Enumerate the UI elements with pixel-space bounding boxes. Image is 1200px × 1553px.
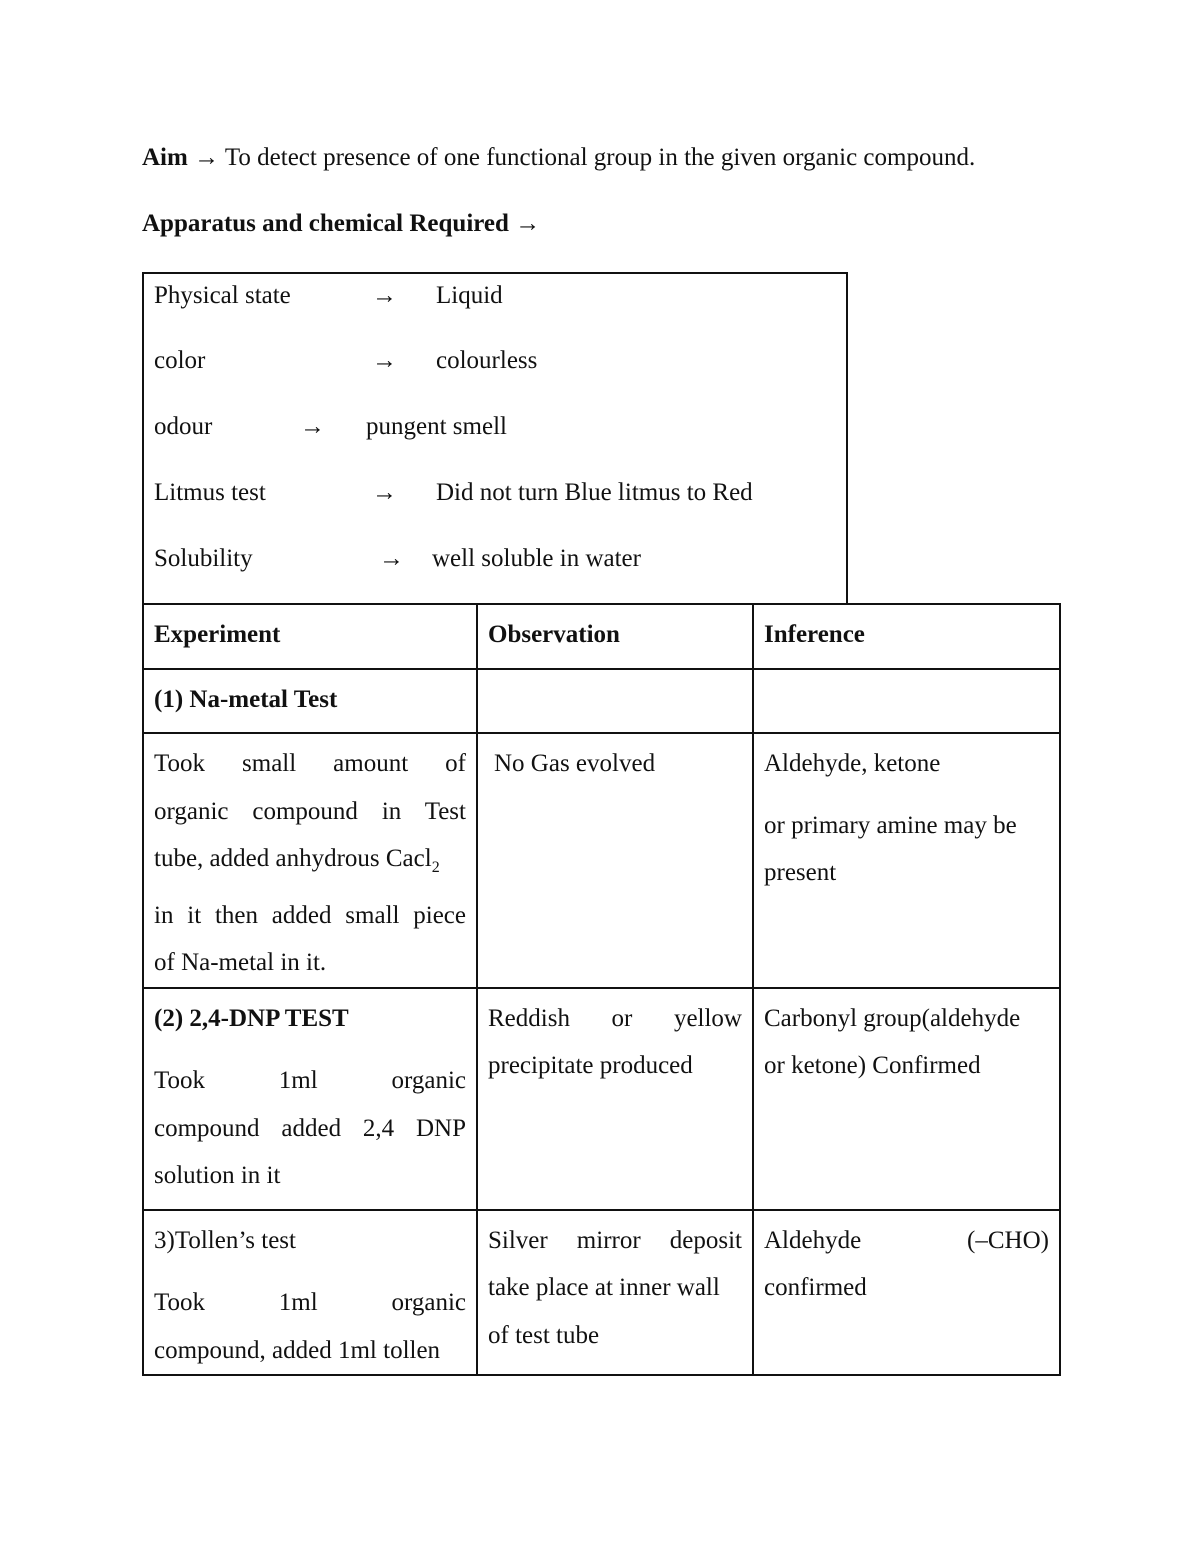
experiment-table [142, 603, 1061, 1376]
table-header-row [143, 604, 1060, 669]
cell-line: in it then added small piece [154, 901, 466, 929]
observation-cell [477, 733, 753, 988]
cell-text: tube, added anhydrous Cacl [154, 845, 432, 872]
cell-line: Silver mirror deposit [488, 1226, 742, 1254]
aim-arrow-icon: → [194, 144, 220, 171]
cell-line: No Gas evolved [494, 750, 656, 777]
arrow-icon: → [372, 282, 397, 309]
table-row [143, 1210, 1060, 1376]
cell-line: organic compound in Test [154, 797, 466, 825]
arrow-icon: → [300, 413, 325, 440]
experiment-cell [143, 733, 477, 988]
cell-line: Reddish or yellow [488, 1004, 742, 1032]
header-observation: Observation [477, 604, 753, 669]
cell-line: take place at inner wall [488, 1274, 720, 1301]
cell-line: Aldehyde (–CHO) [764, 1226, 1049, 1254]
property-value: Did not turn Blue litmus to Red [436, 479, 753, 506]
cell-line: compound, added 1ml tollen [154, 1336, 441, 1364]
aim-text: To detect presence of one functional group in the given organic compound. [224, 144, 976, 171]
property-name: Litmus test [154, 479, 266, 506]
cell-line: or ketone) Confirmed [764, 1052, 981, 1079]
cell-line [154, 835, 466, 892]
property-value: pungent smell [366, 413, 507, 440]
cell-line: Carbonyl group(aldehyde [764, 1004, 1021, 1032]
aim-line [142, 144, 975, 172]
aim-label: Aim [142, 144, 188, 171]
arrow-icon: → [379, 545, 404, 572]
property-name: Physical state [154, 282, 291, 309]
table-row [143, 988, 1060, 1210]
section-title: 3)Tollen’s test [154, 1226, 296, 1254]
experiment-cell [143, 1210, 477, 1376]
inference-cell [753, 988, 1060, 1210]
subscript: 2 [431, 859, 440, 876]
header-inference: Inference [753, 604, 1060, 669]
property-value: colourless [436, 347, 538, 374]
table-row [143, 669, 1060, 733]
cell-line: Aldehyde, ketone [764, 750, 941, 777]
header-experiment: Experiment [143, 604, 477, 669]
section-title: (2) 2,4-DNP TEST [154, 1004, 349, 1032]
empty-cell [753, 669, 1060, 733]
properties-box [142, 272, 848, 603]
observation-cell [477, 988, 753, 1210]
cell-line: of test tube [488, 1321, 600, 1349]
apparatus-label: Apparatus and chemical Required [142, 210, 509, 237]
cell-line: solution in it [154, 1162, 281, 1189]
cell-line: compound added 2,4 DNP [154, 1114, 466, 1142]
inference-cell [753, 1210, 1060, 1376]
cell-line: Took small amount of [154, 750, 466, 777]
empty-cell [477, 669, 753, 733]
arrow-icon: → [372, 347, 397, 374]
cell-line: Took 1ml organic [154, 1067, 466, 1094]
apparatus-heading [142, 210, 540, 238]
property-name: color [154, 347, 206, 374]
arrow-icon: → [372, 479, 397, 506]
cell-line: precipitate produced [488, 1052, 693, 1079]
cell-line: of Na-metal in it. [154, 949, 327, 976]
inference-cell [753, 733, 1060, 988]
experiment-cell [143, 988, 477, 1210]
apparatus-arrow-icon: → [515, 210, 541, 237]
table-row [143, 733, 1060, 988]
cell-line: Took 1ml organic [154, 1289, 466, 1316]
cell-line: confirmed [764, 1274, 867, 1301]
section-title: (1) Na-metal Test [143, 669, 477, 733]
property-name: odour [154, 413, 213, 440]
property-value: Liquid [436, 282, 503, 309]
cell-line: or primary amine may be [764, 811, 1017, 839]
property-value: well soluble in water [432, 545, 641, 572]
cell-line: present [764, 859, 837, 886]
observation-cell [477, 1210, 753, 1376]
property-name: Solubility [154, 545, 253, 572]
